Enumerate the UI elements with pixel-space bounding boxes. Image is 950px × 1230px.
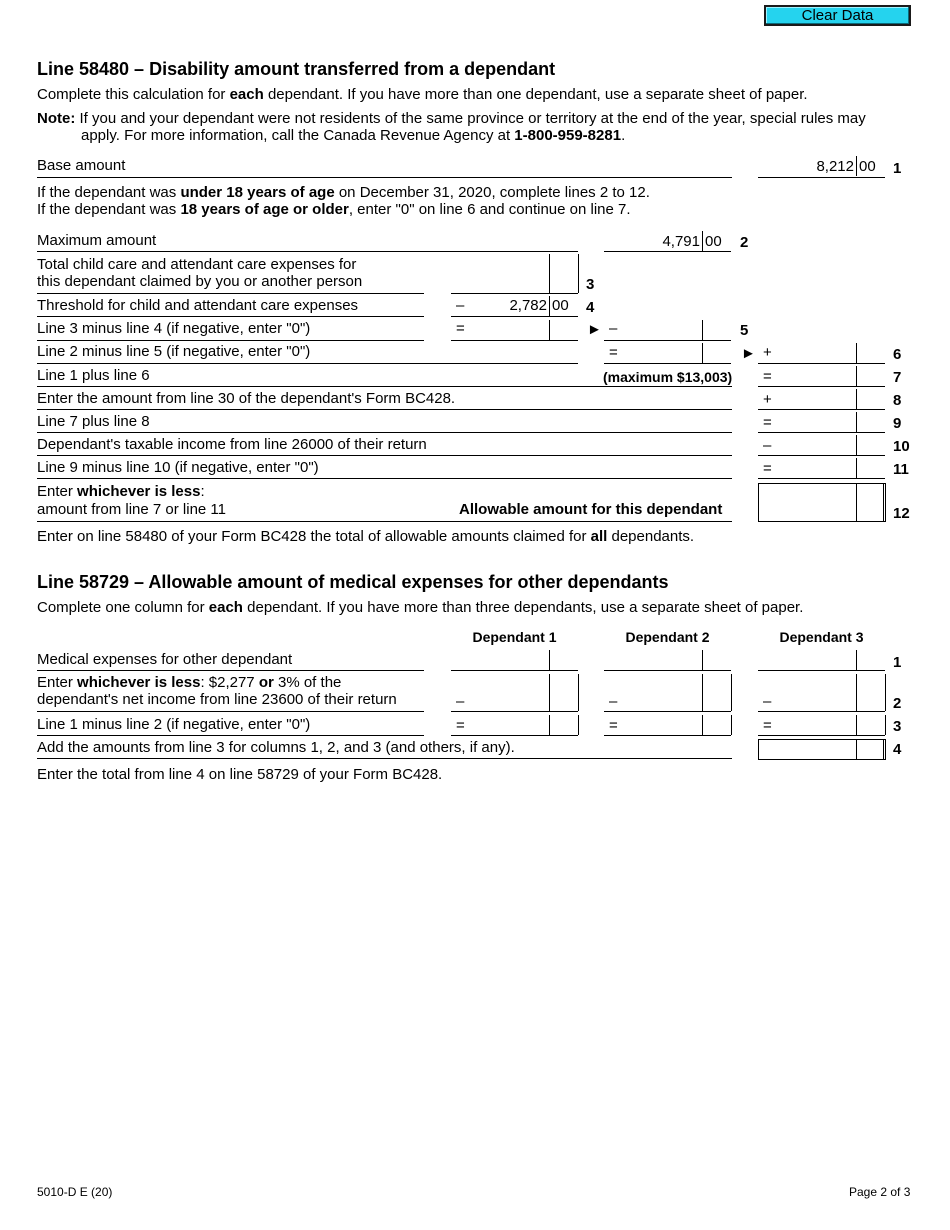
maximum-amount-label: Maximum amount bbox=[37, 232, 157, 249]
field-underline bbox=[758, 670, 885, 671]
row3-label: Line 1 minus line 2 (if negative, enter "0") bbox=[37, 716, 311, 733]
equals-sign: = bbox=[609, 717, 618, 734]
field-underline bbox=[758, 386, 885, 387]
divider bbox=[37, 432, 732, 433]
line-number-9: 9 bbox=[893, 415, 902, 432]
dependant2-medical-expenses-input[interactable] bbox=[605, 651, 701, 670]
cents-divider bbox=[549, 650, 550, 670]
plus-sign: + bbox=[763, 391, 772, 408]
line8-input[interactable] bbox=[778, 389, 854, 409]
cents-divider bbox=[702, 715, 703, 735]
line8-label: Enter the amount from line 30 of the dependant's Form BC428. bbox=[37, 390, 456, 407]
cents-divider bbox=[856, 458, 857, 478]
condition-under-18: If the dependant was under 18 years of age on December 31, 2020, complete lines 2 to 12. bbox=[37, 184, 650, 201]
allowable-amount-box bbox=[758, 483, 886, 522]
note-line1: Note: If you and your dependant were not residents of the same province or territory at the end of the year, special rules may bbox=[37, 110, 866, 127]
cents-divider bbox=[549, 674, 550, 711]
minus-sign: – bbox=[763, 437, 772, 454]
field-underline bbox=[758, 177, 885, 178]
field-underline bbox=[758, 363, 885, 364]
medical-expenses-label: Medical expenses for other dependant bbox=[37, 651, 293, 668]
divider bbox=[37, 340, 424, 341]
line-number-4: 4 bbox=[893, 741, 902, 758]
divider bbox=[37, 409, 732, 410]
section2-closing: Enter the total from line 4 on line 58729 of your Form BC428. bbox=[37, 766, 443, 783]
field-underline bbox=[451, 293, 578, 294]
allowable-amount-label: Allowable amount for this dependant bbox=[459, 501, 723, 518]
cents-divider bbox=[856, 650, 857, 670]
dependant3-medical-expenses-input[interactable] bbox=[759, 651, 855, 670]
dependant1-lesser-amount-input[interactable] bbox=[470, 674, 548, 711]
divider bbox=[37, 521, 732, 522]
field-underline bbox=[451, 670, 578, 671]
arrow-icon: ► bbox=[741, 345, 756, 362]
divider bbox=[37, 251, 578, 252]
line-number-7: 7 bbox=[893, 369, 902, 386]
section-title-58729: Line 58729 – Allowable amount of medical expenses for other dependants bbox=[37, 572, 669, 592]
cents-divider bbox=[549, 715, 550, 735]
line-number-1: 1 bbox=[893, 654, 902, 671]
equals-sign: = bbox=[456, 717, 465, 734]
clear-data-button[interactable]: Clear Data bbox=[764, 5, 911, 26]
equals-sign: = bbox=[456, 320, 465, 337]
threshold-label: Threshold for child and attendant care expenses bbox=[37, 297, 359, 314]
line-number-3: 3 bbox=[893, 718, 902, 735]
column-header-dependant-1: Dependant 1 bbox=[472, 629, 557, 645]
cents-divider bbox=[549, 296, 550, 316]
divider bbox=[37, 386, 732, 387]
dependant1-medical-expenses-input[interactable] bbox=[452, 651, 548, 670]
cents-divider bbox=[702, 320, 703, 340]
maximum-amount-cents: 00 bbox=[705, 233, 722, 250]
section1-intro: Complete this calculation for each dependant. If you have more than one dependant, use a separate sheet of paper. bbox=[37, 86, 808, 103]
field-underline bbox=[604, 711, 731, 712]
field-right-border bbox=[885, 715, 886, 735]
divider bbox=[37, 455, 732, 456]
divider bbox=[37, 478, 732, 479]
condition-18-or-older: If the dependant was 18 years of age or older, enter "0" on line 6 and continue on line 7. bbox=[37, 201, 631, 218]
cents-divider bbox=[549, 320, 550, 340]
line10-label: Dependant's taxable income from line 26000 of their return bbox=[37, 436, 427, 453]
field-underline bbox=[604, 251, 731, 252]
line5-label: Line 3 minus line 4 (if negative, enter "0") bbox=[37, 320, 311, 337]
cents-divider bbox=[856, 389, 857, 409]
cents-divider bbox=[856, 483, 857, 522]
box-inner-border bbox=[883, 739, 884, 760]
field-right-border bbox=[731, 715, 732, 735]
line-number-4: 4 bbox=[586, 299, 595, 316]
note-line2: apply. For more information, call the Canada Revenue Agency at 1-800-959-8281. bbox=[81, 127, 626, 144]
equals-sign: = bbox=[763, 717, 772, 734]
line-number-2: 2 bbox=[740, 234, 749, 251]
cents-divider bbox=[702, 650, 703, 670]
field-underline bbox=[451, 316, 578, 317]
divider bbox=[37, 670, 424, 671]
base-amount-dollars: 8,212 bbox=[816, 158, 854, 175]
line-number-12: 12 bbox=[893, 505, 910, 522]
line-number-11: 11 bbox=[893, 461, 909, 478]
childcare-label-line1: Total child care and attendant care expenses for bbox=[37, 256, 357, 273]
threshold-cents: 00 bbox=[552, 297, 569, 314]
minus-sign: – bbox=[456, 693, 465, 710]
row2-label-line2: dependant's net income from line 23600 of their return bbox=[37, 691, 397, 708]
threshold-dollars: 2,782 bbox=[509, 297, 547, 314]
equals-sign: = bbox=[609, 344, 618, 361]
field-underline bbox=[451, 340, 578, 341]
line7-maximum-note: (maximum $13,003) bbox=[603, 369, 733, 385]
field-right-border bbox=[578, 674, 579, 711]
section2-intro: Complete one column for each dependant. If you have more than three dependants, use a separate sheet of paper. bbox=[37, 599, 804, 616]
line6-label: Line 2 minus line 5 (if negative, enter "0") bbox=[37, 343, 311, 360]
box-inner-border bbox=[883, 483, 884, 522]
dependant3-lesser-amount-input[interactable] bbox=[777, 674, 855, 711]
cents-divider bbox=[702, 231, 703, 251]
line-number-8: 8 bbox=[893, 392, 902, 409]
line12-label-line2: amount from line 7 or line 11 bbox=[37, 501, 226, 518]
dependant2-lesser-amount-input[interactable] bbox=[623, 674, 701, 711]
line11-label: Line 9 minus line 10 (if negative, enter "0") bbox=[37, 459, 319, 476]
field-underline bbox=[451, 711, 578, 712]
maximum-amount-dollars: 4,791 bbox=[662, 233, 700, 250]
cents-divider bbox=[549, 254, 550, 293]
plus-sign: + bbox=[763, 344, 772, 361]
field-underline bbox=[758, 735, 885, 736]
minus-sign: – bbox=[763, 693, 772, 710]
divider bbox=[37, 735, 424, 736]
line-number-10: 10 bbox=[893, 438, 910, 455]
divider bbox=[37, 293, 424, 294]
equals-sign: = bbox=[763, 414, 772, 431]
divider bbox=[37, 177, 732, 178]
cents-divider bbox=[702, 674, 703, 711]
line7-label: Line 1 plus line 6 bbox=[37, 367, 150, 384]
divider bbox=[37, 316, 424, 317]
field-underline bbox=[758, 478, 885, 479]
cents-divider bbox=[856, 343, 857, 363]
cents-divider bbox=[856, 412, 857, 432]
field-underline bbox=[604, 363, 731, 364]
field-underline bbox=[604, 340, 731, 341]
field-underline bbox=[758, 409, 885, 410]
field-underline bbox=[451, 735, 578, 736]
cents-divider bbox=[856, 715, 857, 735]
page-number: Page 2 of 3 bbox=[849, 1185, 911, 1199]
section-title-58480: Line 58480 – Disability amount transferred from a dependant bbox=[37, 59, 556, 79]
field-underline bbox=[758, 455, 885, 456]
divider bbox=[37, 758, 732, 759]
arrow-icon: ► bbox=[587, 321, 602, 338]
line-number-6: 6 bbox=[893, 346, 902, 363]
line12-label-line1: Enter whichever is less: bbox=[37, 483, 205, 500]
field-underline bbox=[604, 735, 731, 736]
field-underline bbox=[604, 670, 731, 671]
field-underline bbox=[758, 432, 885, 433]
field-right-border bbox=[578, 715, 579, 735]
divider bbox=[37, 363, 578, 364]
field-right-border bbox=[578, 254, 579, 293]
cents-divider bbox=[856, 156, 857, 176]
field-right-border bbox=[885, 674, 886, 711]
section1-closing: Enter on line 58480 of your Form BC428 the total of allowable amounts claimed for all dependants. bbox=[37, 528, 695, 545]
base-amount-label: Base amount bbox=[37, 157, 126, 174]
minus-sign: – bbox=[609, 320, 618, 337]
line-number-5: 5 bbox=[740, 322, 749, 339]
cents-divider bbox=[856, 739, 857, 760]
field-right-border bbox=[731, 674, 732, 711]
minus-sign: – bbox=[456, 297, 465, 314]
line-number-1: 1 bbox=[893, 160, 902, 177]
line9-label: Line 7 plus line 8 bbox=[37, 413, 150, 430]
minus-sign: – bbox=[609, 693, 618, 710]
childcare-label-line2: this dependant claimed by you or another person bbox=[37, 273, 363, 290]
line10-input[interactable] bbox=[778, 435, 854, 455]
column-header-dependant-3: Dependant 3 bbox=[779, 629, 864, 645]
line-number-2: 2 bbox=[893, 695, 902, 712]
row4-label: Add the amounts from line 3 for columns 1, 2, and 3 (and others, if any). bbox=[37, 739, 515, 756]
line5-input[interactable] bbox=[624, 320, 700, 340]
cents-divider bbox=[856, 674, 857, 711]
field-underline bbox=[758, 711, 885, 712]
form-id: 5010-D E (20) bbox=[37, 1185, 113, 1199]
cents-divider bbox=[856, 435, 857, 455]
cents-divider bbox=[856, 366, 857, 386]
base-amount-cents: 00 bbox=[859, 158, 876, 175]
column-header-dependant-2: Dependant 2 bbox=[625, 629, 710, 645]
cents-divider bbox=[702, 343, 703, 363]
divider bbox=[37, 711, 424, 712]
equals-sign: = bbox=[763, 460, 772, 477]
line-number-3: 3 bbox=[586, 276, 595, 293]
total-medical-box bbox=[758, 739, 886, 760]
equals-sign: = bbox=[763, 368, 772, 385]
row2-label-line1: Enter whichever is less: $2,277 or 3% of the bbox=[37, 674, 342, 691]
childcare-expenses-input[interactable] bbox=[452, 254, 548, 292]
